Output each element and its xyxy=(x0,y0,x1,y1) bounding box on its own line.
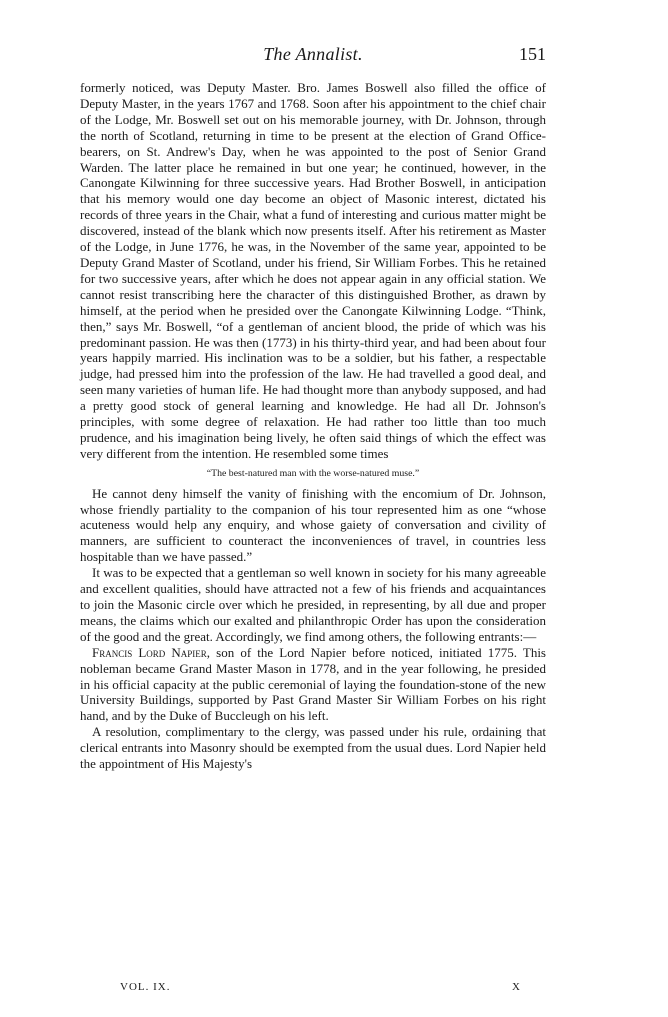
body-text xyxy=(80,80,546,772)
signature-mark: X xyxy=(512,981,520,993)
page-footer xyxy=(120,981,520,997)
volume-label: VOL. IX. xyxy=(120,981,171,993)
page-number: 151 xyxy=(519,44,546,64)
paragraph-johnson-encomium: He cannot deny himself the vanity of finishing with the encomium of Dr. Johnson, whose friendly partiality to the companion of his tour represented him as one “whose acuteness would help any enquiry, and whose gaiety of conversation and civility of manners, are sufficient to counteract the inconveniences of travel, in countries less hospitable than we have passed.” xyxy=(80,485,546,565)
paragraph-boswell-deputy-master: formerly noticed, was Deputy Master. Bro. James Boswell also filled the office of Deputy Master, in the years 1767 and 1768. Soon after his appointment to the chief chair of the Lodge, Mr. Boswell set out on his memorable journey, with Dr. Johnson, through the north of Scotland, returning in time to be present at the election of Grand Office-bearers, on St. Andrew's Day, when he was appointed to the post of Senior Grand Warden. The latter place he remained in but one year; he continued, however, in the Canongate Kilwinning for three successive years. Had Brother Boswell, in anticipation that his memory would one day become an object of Masonic interest, dictated his records of three years in the Chair, what a fund of interesting and curious matter might be discovered, instead of the blank which now presents itself. After his retirement as Master of the Lodge, in June 1776, he was, in the November of the same year, appointed to be Deputy Grand Master of Scotland, under his friend, Sir William Forbes. This he retained for two successive years, after which he does not appear again in any official station. We cannot resist transcribing here the character of this distinguished Brother, as drawn by himself, at the period when he presided over the Canongate Kilwinning Lodge. “Think, then,” says Mr. Boswell, “of a gentleman of ancient blood, the pride of which was his predominant passion. He was then (1773) in his thirty-third year, and had been about four years happily married. His inclination was to be a soldier, but his father, a respectable judge, had pressed him into the profession of the law. He had travelled a good deal, and seen many varieties of human life. He had thought more than anybody supposed, and had a pretty good stock of general learning and knowledge. He had all Dr. Johnson's principles, with some degree of relaxation. He had rather too little than too much prudence, and his imagination being lively, he often said things of which the effect was very different from the intention. He resembled some times xyxy=(80,80,546,461)
paragraph-clergy-resolution: A resolution, complimentary to the clergy, was passed under his rule, ordaining that clerical entrants into Masonry should be exempted from the usual dues. Lord Napier held the appointment of His Majesty's xyxy=(80,724,546,772)
block-quote: “The best-natured man with the worse-natured muse.” xyxy=(206,467,420,479)
paragraph-lord-napier xyxy=(80,645,546,725)
running-title: The Annalist. xyxy=(263,44,363,64)
page-header xyxy=(80,44,546,70)
entrant-name: Francis Lord Napier, xyxy=(92,644,211,660)
paragraph-lord-napier-text: son of the Lord Napier before noticed, initiated 1775. This nobleman became Grand Master Mason in 1778, and in the year following, he presided in his official capacity at the public ceremonial of laying the foundation-stone of the new University Buildings, supported by Past Grand Master Sir William Forbes on his right hand, and by the Duke of Buccleugh on his left. xyxy=(80,644,546,724)
paragraph-masonic-circle: It was to be expected that a gentleman so well known in society for his many agreeable and excellent qualities, should have attracted not a few of his friends and acquaintances to join the Masonic circle over which he presided, in representing, by all due and proper means, the claims which our exalted and philanthropic Order has upon the consideration of the good and the great. Accordingly, we find among others, the following entrants:— xyxy=(80,565,546,644)
